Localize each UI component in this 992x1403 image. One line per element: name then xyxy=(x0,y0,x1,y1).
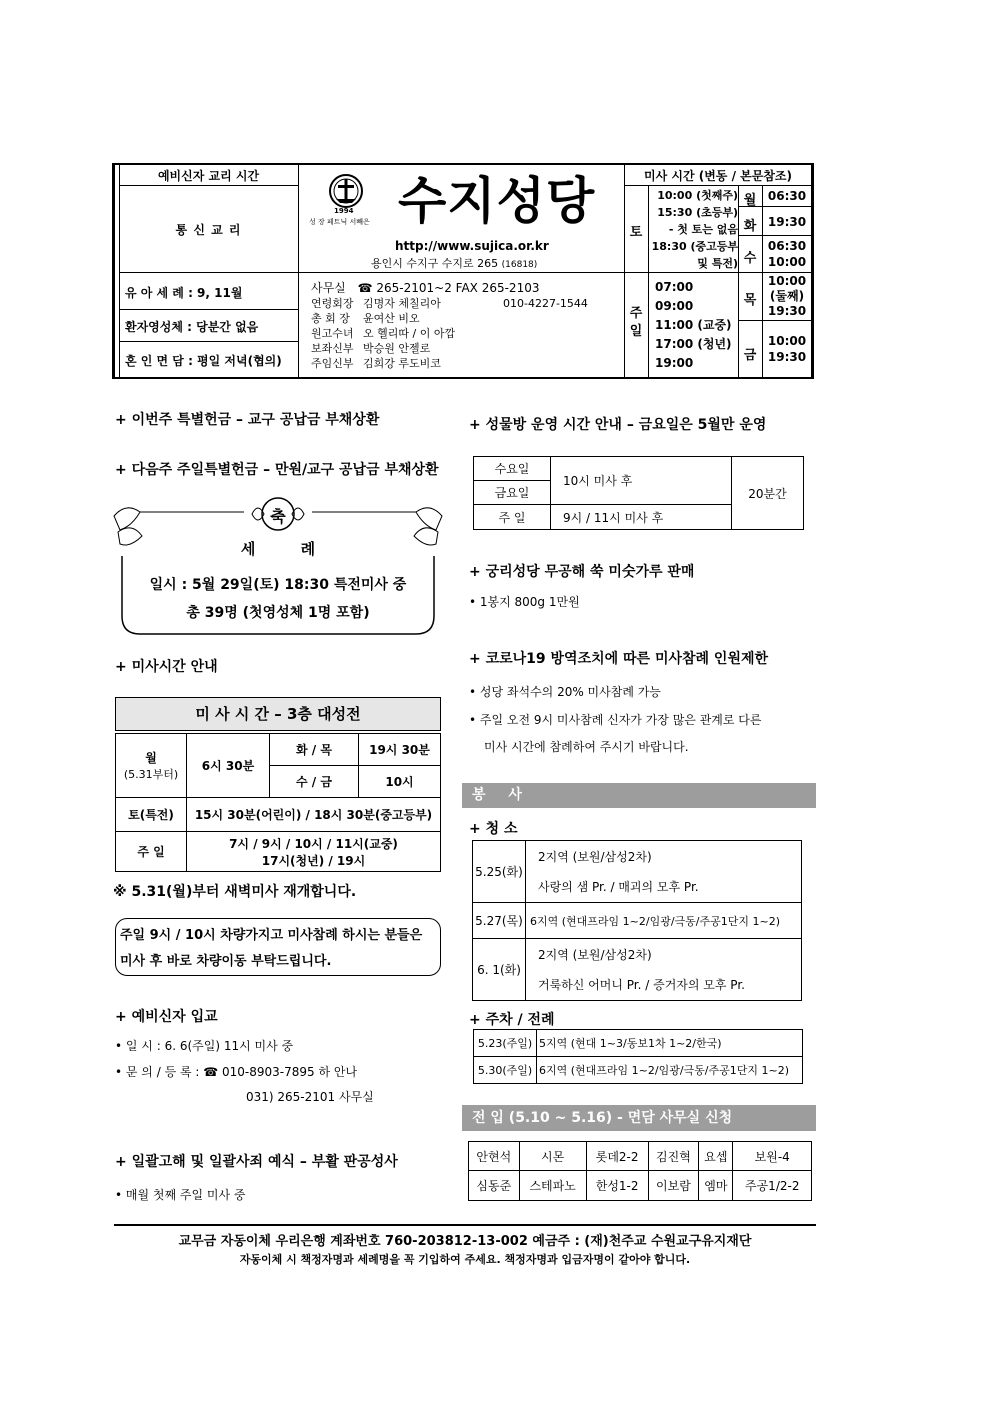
church-address xyxy=(371,255,537,271)
covid-heading: + 코로나19 방역조치에 따른 미사참례 인원제한 xyxy=(469,651,769,667)
cleaning-detail: 6지역 (현대프라임 1~2/임광/극동/주공1단지 1~2) xyxy=(526,903,802,939)
mass-table-title: 미 사 시 간 – 3층 대성전 xyxy=(115,697,441,731)
header-box xyxy=(112,163,814,379)
covid-note: 미사 시간에 참례하여 주시기 바랍니다. xyxy=(484,740,689,754)
divider xyxy=(119,272,298,273)
divider xyxy=(648,185,649,377)
shop-day: 금요일 xyxy=(474,481,551,505)
divider xyxy=(119,341,298,342)
transfer-cell: 스테파노 xyxy=(519,1171,586,1201)
cleaning-date: 6. 1(화) xyxy=(473,939,526,1001)
parking-detail: 6지역 (현대프라임 1~2/임광/극동/주공1단지 1~2) xyxy=(537,1057,803,1084)
office-phone: ☎ 265-2101~2 FAX 265-2103 xyxy=(357,281,540,295)
cleaning-table xyxy=(472,840,802,1001)
transfer-cell: 김진혁 xyxy=(648,1142,699,1171)
staff-row: 총 회 장 윤여산 비오 xyxy=(311,312,420,325)
shop-table xyxy=(473,456,804,530)
transfer-table xyxy=(468,1141,812,1201)
weekday-fri: 금 xyxy=(743,348,757,363)
mass-table xyxy=(115,733,441,872)
transfer-cell: 안현석 xyxy=(469,1142,520,1171)
sun-times: 07:00 09:00 11:00 (교중) 17:00 (청년) 19:00 xyxy=(655,280,732,370)
transfer-cell: 한성1-2 xyxy=(586,1171,648,1201)
divider xyxy=(298,272,624,273)
confession-heading: + 일괄고해 및 일괄사죄 예식 – 부활 판공성사 xyxy=(115,1154,398,1170)
divider xyxy=(624,165,625,377)
office-line xyxy=(311,279,539,296)
sat-label: 토 xyxy=(629,225,643,240)
baptism-date: 일시 : 5월 29일(토) 18:30 특전미사 중 xyxy=(149,577,407,593)
transfer-cell: 요셉 xyxy=(699,1142,733,1171)
shop-day: 주 일 xyxy=(474,505,551,530)
footer-note: 자동이체 시 책정자명과 세례명을 꼭 기입하여 주세요. 책정자명과 입금자명이 같아야 합니다. xyxy=(239,1253,691,1266)
divider xyxy=(119,309,298,310)
divider xyxy=(119,165,120,377)
mass-times-title: 미사 시간 (변동 / 본문참조) xyxy=(644,169,792,183)
transfer-cell: 주공1/2-2 xyxy=(733,1171,812,1201)
catechumen-date: • 일 시 : 6. 6(주일) 11시 미사 중 xyxy=(115,1039,294,1053)
mass-heading: + 미사시간 안내 xyxy=(115,659,218,675)
shop-time: 10시 미사 후 xyxy=(551,457,732,505)
shop-time: 9시 / 11시 미사 후 xyxy=(551,505,732,530)
sat-time-cell: 15시 30분(어린이) / 18시 30분(중고등부) xyxy=(187,798,441,832)
dawn-note: ※ 5.31(월)부터 새벽미사 재개합니다. xyxy=(113,884,357,900)
sat-times: 10:00 (첫째주) 15:30 (초등부) - 첫 토는 없음 18:30 (중고등부 및 특전) xyxy=(651,189,738,270)
weekday-mon: 월 xyxy=(743,193,757,208)
cleaning-date: 5.27(목) xyxy=(473,903,526,939)
catechism-value: 통 신 교 리 xyxy=(175,223,242,237)
sun-label: 주 일 xyxy=(629,306,643,339)
mon-time-cell: 6시 30분 xyxy=(187,734,270,798)
next-offering: + 다음주 주일특별헌금 – 만원/교구 공납금 부채상환 xyxy=(115,462,439,478)
sale-heading: + 궁리성당 무공해 쑥 미숫가루 판매 xyxy=(469,564,695,580)
tue-time: 19:30 xyxy=(767,215,807,229)
service-bar: 봉 사 xyxy=(462,783,816,808)
divider xyxy=(624,272,744,273)
catechumen-contact: • 문 의 / 등 록 : ☎ 010-8903-7895 하 안나 xyxy=(115,1065,358,1079)
weekday-tue: 화 xyxy=(743,219,757,234)
church-name: 수지성당 xyxy=(398,172,596,230)
transfer-cell: 엠마 xyxy=(699,1171,733,1201)
baptism-title: 세 례 xyxy=(240,540,316,558)
sale-note: • 1봉지 800g 1만원 xyxy=(469,595,580,609)
footer-divider xyxy=(114,1224,816,1226)
parking-heading: + 주차 / 전례 xyxy=(469,1012,555,1028)
congrats-mark: 축 xyxy=(270,507,286,526)
cleaning-detail: 2지역 (보원/삼성2차) 사랑의 샘 Pr. / 매괴의 모후 Pr. xyxy=(526,841,802,903)
parking-detail: 5지역 (현대 1~3/동보1차 1~2/한국) xyxy=(537,1030,803,1057)
transfer-cell: 보원-4 xyxy=(733,1142,812,1171)
footer-account: 교무금 자동이체 우리은행 계좌번호 760-203812-13-002 예금주 : (재)천주교 수원교구유지재단 xyxy=(178,1234,752,1249)
transfer-cell: 시몬 xyxy=(519,1142,586,1171)
shop-day: 수요일 xyxy=(474,457,551,481)
shop-duration: 20분간 xyxy=(732,457,804,530)
mon-time: 06:30 xyxy=(767,189,807,203)
transfer-cell: 이보람 xyxy=(648,1171,699,1201)
divider xyxy=(119,185,298,186)
covid-note: • 성당 좌석수의 20% 미사참례 가능 xyxy=(469,685,661,699)
covid-note: • 주일 오전 9시 미사참례 신자가 가장 많은 관계로 다른 xyxy=(469,713,762,727)
divider xyxy=(298,165,299,377)
catechism-title: 예비신자 교리 시간 xyxy=(157,169,260,183)
fri-times: 10:00 19:30 xyxy=(767,334,807,364)
sun-time-cell: 7시 / 9시 / 10시 / 11시(교중) 17시(청년) / 19시 xyxy=(187,832,441,872)
infant-baptism: 유 아 세 례 : 9, 11월 xyxy=(125,286,243,300)
logo-caption: 성 장 페트닉 서빼은 xyxy=(309,218,370,226)
cleaning-detail: 2지역 (보원/삼성2차) 거룩하신 어머니 Pr. / 증거자의 모후 Pr. xyxy=(526,939,802,1001)
church-url[interactable]: http://www.sujica.or.kr xyxy=(395,239,549,253)
wed-fri-label: 수 / 금 xyxy=(270,766,359,798)
parking-date: 5.30(주일) xyxy=(474,1057,537,1084)
tue-thu-label: 화 / 목 xyxy=(270,734,359,766)
office-label: 사무실 xyxy=(311,281,346,295)
car-notice: 주일 9시 / 10시 차량가지고 미사참례 하시는 분들은 미사 후 바로 차량이동 부탁드립니다. xyxy=(115,918,441,976)
cleaning-heading: + 청 소 xyxy=(469,821,518,837)
divider xyxy=(624,185,812,186)
tue-thu-time: 19시 30분 xyxy=(359,734,441,766)
weekday-wed: 수 xyxy=(743,251,757,266)
mon-cell: 월 (5.31부터) xyxy=(116,734,187,798)
postcode: (16818) xyxy=(501,260,538,270)
logo-year: 1994 xyxy=(334,207,354,215)
staff-list xyxy=(311,296,588,371)
staff-row: 보좌신부 박승원 안젤로 xyxy=(311,342,431,355)
divider xyxy=(738,272,812,273)
staff-row: 주임신부 김희강 루도비코 xyxy=(311,357,441,370)
marriage-counsel: 혼 인 면 담 : 평일 저녁(협의) xyxy=(125,354,282,368)
sun-label-cell: 주 일 xyxy=(116,832,187,872)
divider xyxy=(762,185,763,377)
baptism-count: 총 39명 (첫영성체 1명 포함) xyxy=(186,605,370,621)
sick-communion: 환자영성체 : 당분간 없음 xyxy=(125,320,259,334)
staff-row: 원고수녀 오 헬리따 / 이 아깝 xyxy=(311,327,456,340)
catechumen-heading: + 예비신자 입교 xyxy=(115,1009,218,1025)
sat-label-cell: 토(특전) xyxy=(116,798,187,832)
divider xyxy=(738,235,812,236)
parking-date: 5.23(주일) xyxy=(474,1030,537,1057)
divider xyxy=(738,320,812,321)
wed-times: 06:30 10:00 xyxy=(767,239,807,269)
confession-note: • 매월 첫째 주일 미사 중 xyxy=(115,1188,246,1202)
baptism-box xyxy=(112,496,444,636)
shop-heading: + 성물방 운영 시간 안내 – 금요일은 5월만 운영 xyxy=(469,417,767,433)
cleaning-date: 5.25(화) xyxy=(473,841,526,903)
catechumen-office: 031) 265-2101 사무실 xyxy=(246,1090,374,1104)
staff-row: 연령회장 김명자 체칠리아 010-4227-1544 xyxy=(311,297,588,310)
wed-fri-time: 10시 xyxy=(359,766,441,798)
weekday-thu: 목 xyxy=(743,293,757,308)
special-offering: + 이번주 특별헌금 – 교구 공납금 부채상환 xyxy=(115,412,380,428)
thu-times: 10:00 (둘째) 19:30 xyxy=(767,274,807,318)
transfer-cell: 심동준 xyxy=(469,1171,520,1201)
transfer-bar: 전 입 (5.10 ~ 5.16) - 면담 사무실 신청 xyxy=(462,1105,816,1131)
transfer-cell: 롯데2-2 xyxy=(586,1142,648,1171)
parking-table xyxy=(473,1029,803,1084)
address-text: 용인시 수지구 수지로 265 xyxy=(371,257,499,270)
